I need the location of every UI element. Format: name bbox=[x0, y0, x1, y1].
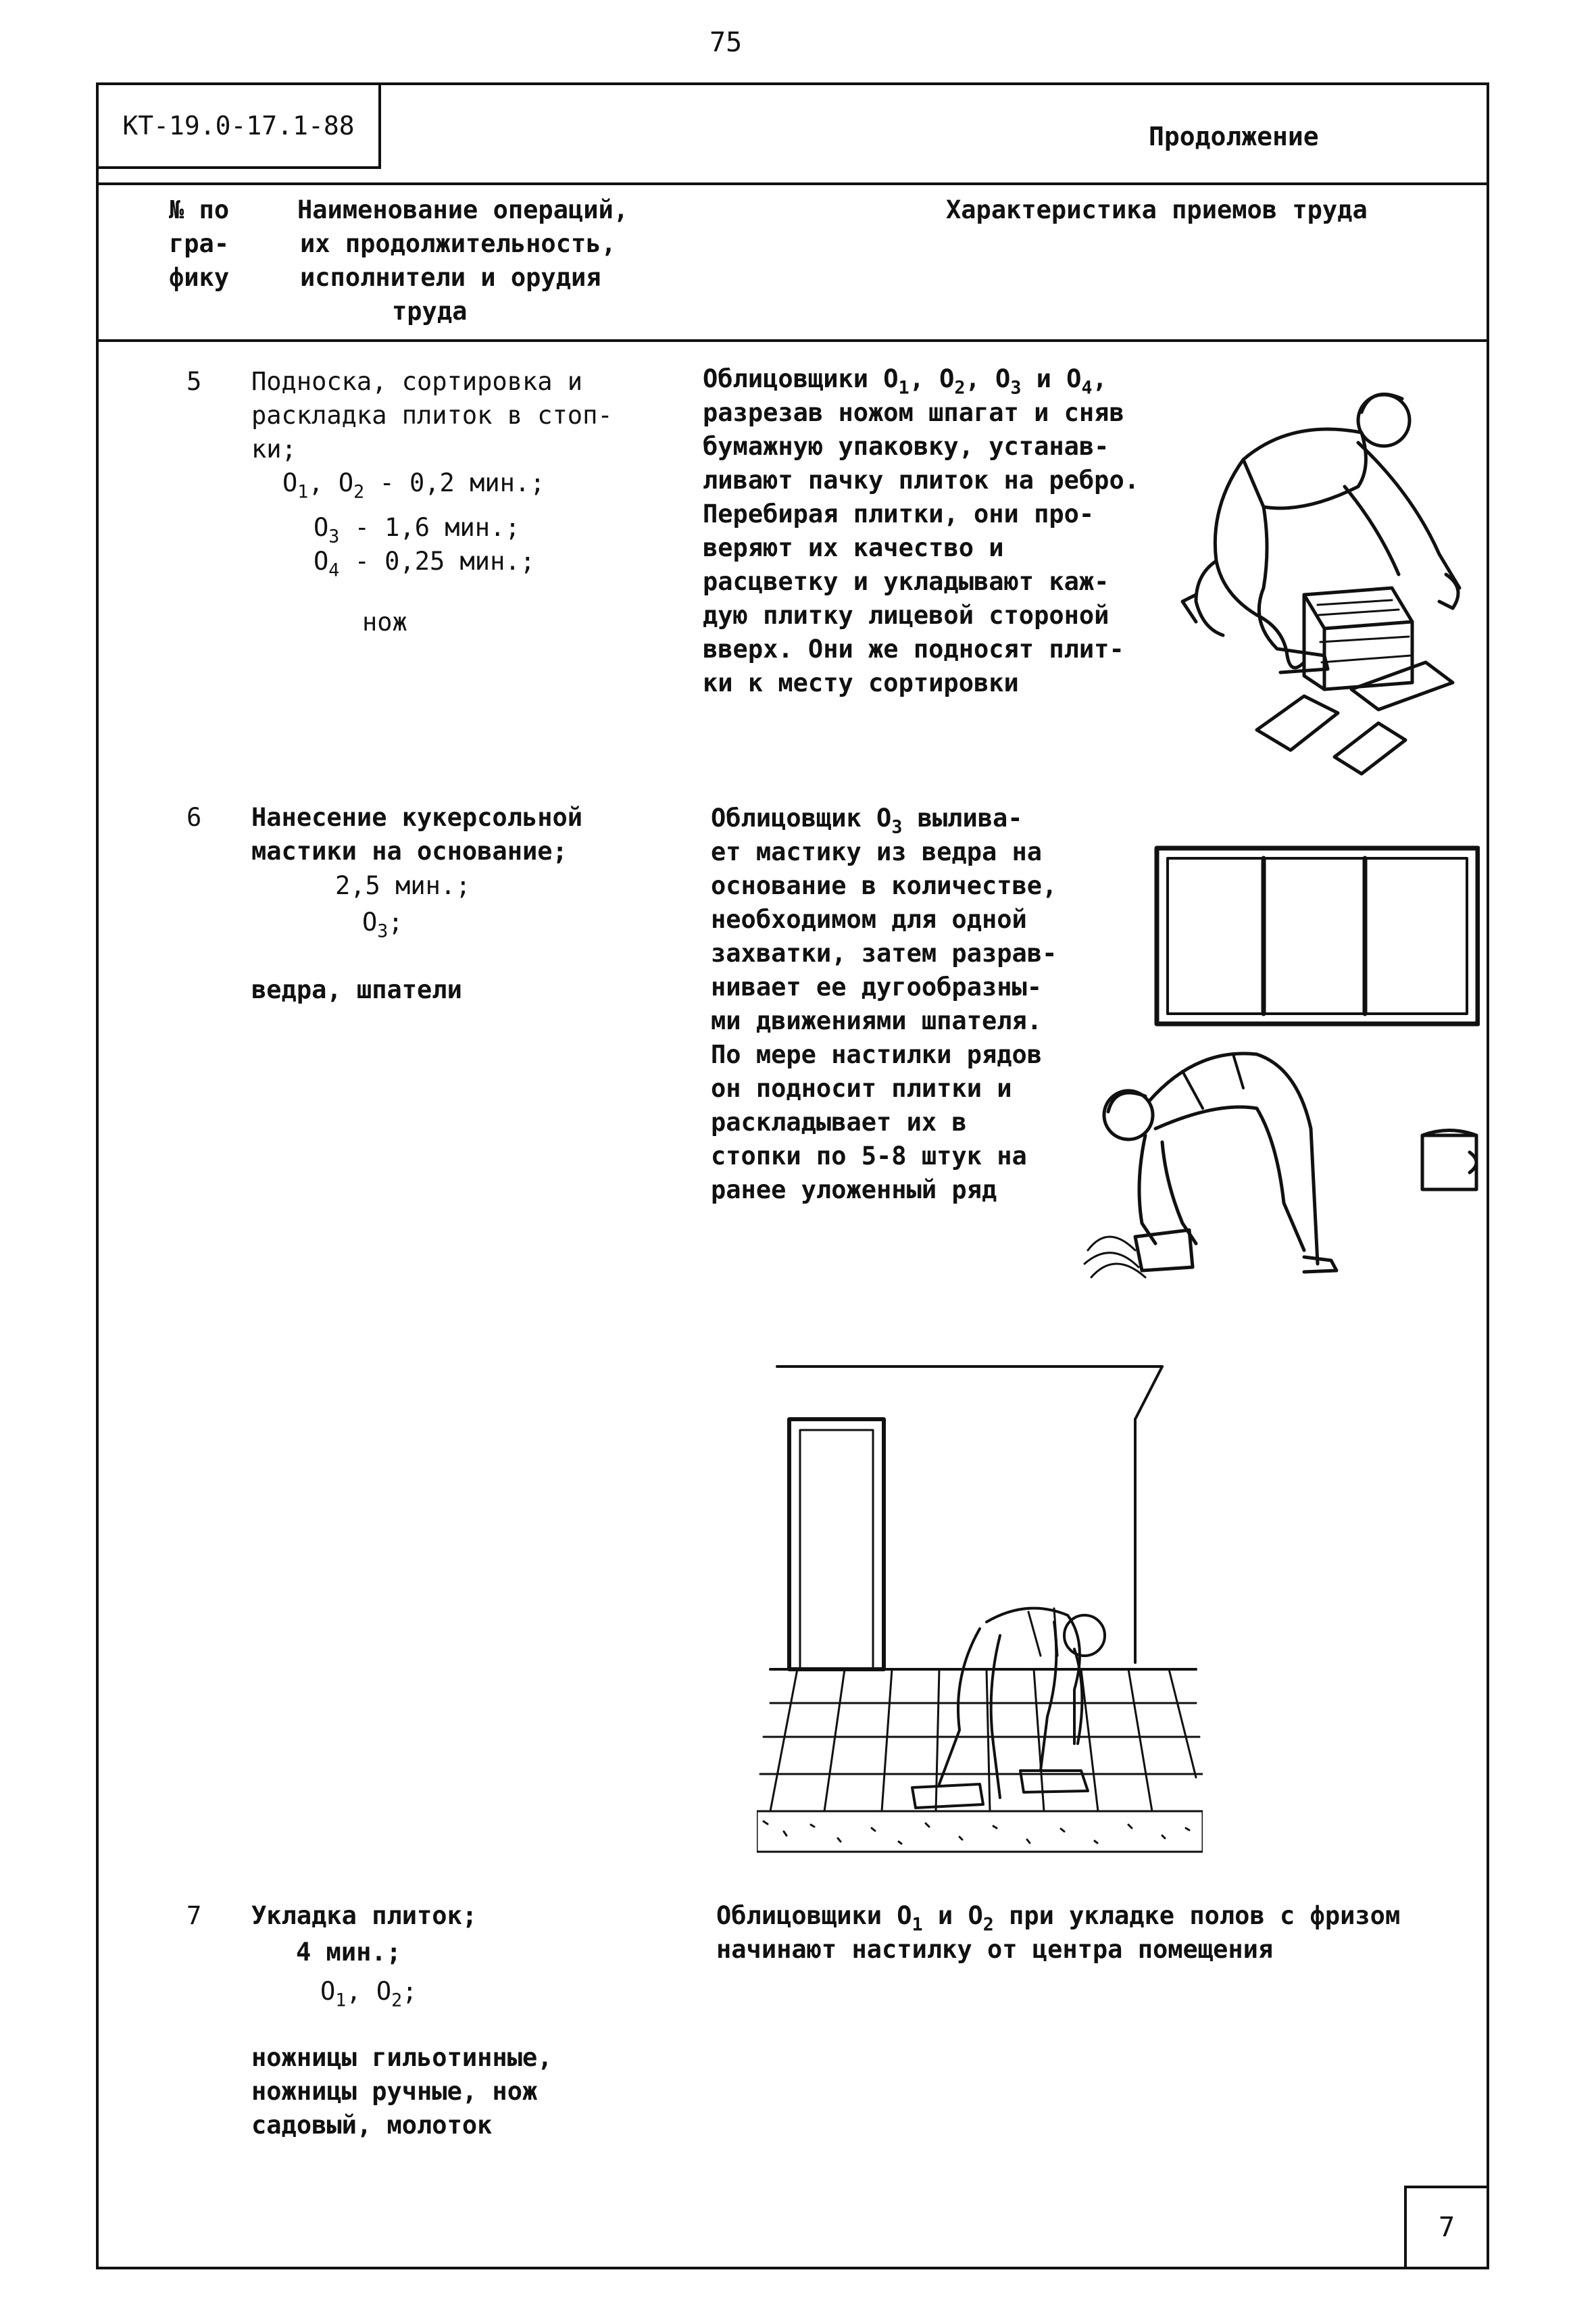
header-col-methods: Характеристика приемов труда bbox=[946, 195, 1368, 224]
row-5-tools: нож bbox=[362, 608, 407, 637]
row-5-duration-3: $O_4 - 0,25$ мин.; bbox=[314, 547, 535, 581]
row-6-number: 6 bbox=[186, 803, 202, 832]
row-6-tools: ведра, шпатели bbox=[251, 975, 462, 1004]
worker-spreading-mastic-illustration bbox=[1081, 845, 1480, 1304]
row-5-duration-2: $O_3 - 1,6$ мин.; bbox=[314, 513, 520, 547]
row-7-description: Облицовщики $O_1$ и $O_2$ при укладке полов с фризом начинают настилку от центра помещения bbox=[716, 1901, 1401, 1964]
row-5-operation: Подноска, сортировка и раскладка плиток в стоп- ки; bbox=[251, 367, 613, 464]
row-7-number: 7 bbox=[186, 1901, 202, 1930]
row-6-operation: Нанесение кукерсольной мастики на основание; bbox=[251, 803, 583, 866]
row-5-number: 5 bbox=[186, 367, 202, 396]
continuation-label: Продолжение bbox=[1149, 122, 1319, 151]
row-7-workers: $O_1$, $O_2$; bbox=[320, 1977, 418, 2011]
row-5-description: Облицовщики $O_1$, $O_2$, $O_3$ и $O_4$, разрезав ножом шпагат и сняв бумажную упаковку, устанав- ливают пачку плиток на ребро. Перебирая плитки, они про- веряют их качество и расцветку и укладывают каж- дую плитку лицевой стороной вверх. Они же подносят плит- ки к месту сортировки bbox=[703, 364, 1140, 697]
header-col-operation: Наименование операций, их продолжительность, исполнители и орудия труда bbox=[297, 195, 629, 326]
sheet-number: 7 bbox=[1404, 2186, 1489, 2269]
document-code: КТ-19.0-17.1-88 bbox=[96, 82, 381, 169]
row-7-operation: Укладка плиток; bbox=[251, 1901, 478, 1930]
header-col-number: № по гра- фику bbox=[169, 195, 230, 292]
worker-laying-tiles-illustration bbox=[757, 1338, 1203, 1858]
row-5-duration-1: $O_1$, $O_2 - 0,2$ мин.; bbox=[282, 468, 545, 503]
row-6-worker: $O_3$; bbox=[362, 908, 403, 942]
page-number: 75 bbox=[709, 27, 743, 58]
row-6-duration: 2,5 мин.; bbox=[335, 871, 471, 900]
row-7-tools: ножницы гильотинные, ножницы ручные, нож садовый, молоток bbox=[251, 2043, 553, 2140]
row-7-duration: 4 мин.; bbox=[296, 1938, 401, 1967]
row-6-description: Облицовщик $O_3$ вылива- ет мастику из ведра на основание в количестве, необходимом для одной захватки, затем разрав- нивает ее дугообразны- ми движениями шпателя. По мере настилки рядов он подносит плитки и раскладывает их в стопки по 5-8 штук на ранее уложенный ряд bbox=[711, 804, 1057, 1204]
worker-sorting-tiles-illustration bbox=[1169, 372, 1473, 804]
header-bottom-rule bbox=[96, 339, 1489, 342]
header-top-rule bbox=[96, 182, 1489, 185]
